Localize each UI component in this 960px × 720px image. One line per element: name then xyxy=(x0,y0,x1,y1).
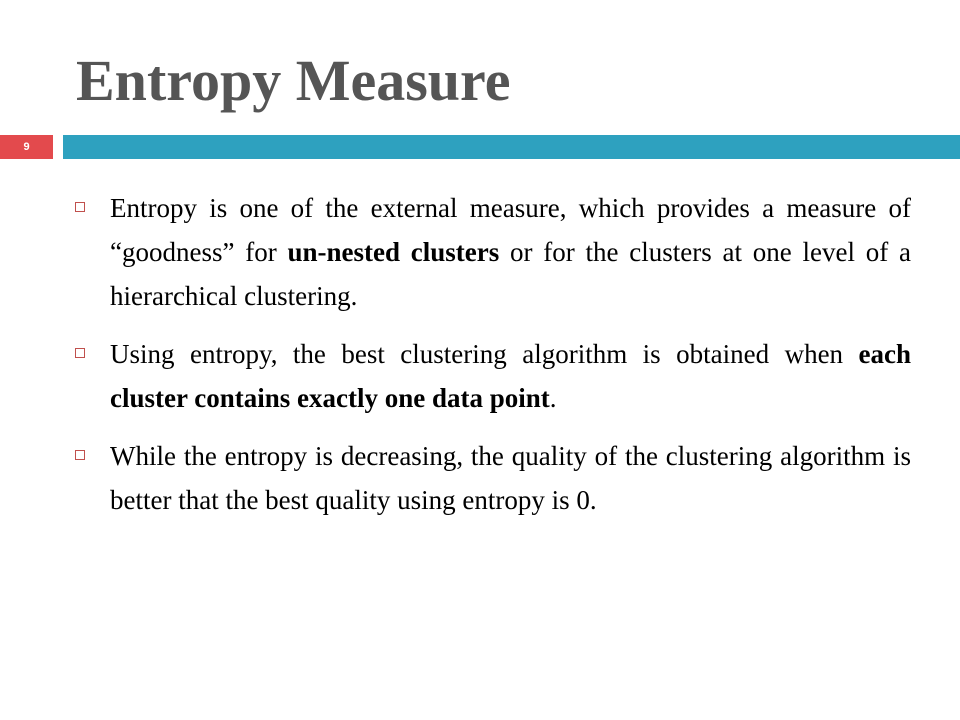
square-bullet-icon xyxy=(75,202,85,212)
slide-number-badge xyxy=(0,135,53,159)
bullet-bold-text: each cluster contains exactly one data point xyxy=(110,339,911,413)
bullet-item-best-clustering xyxy=(73,332,911,420)
bullet-list xyxy=(73,186,911,536)
bullet-text: Entropy is one of the external measure, which provides a measure of “goodness” for xyxy=(110,193,911,267)
square-bullet-icon xyxy=(75,348,85,358)
bullet-text: . xyxy=(549,383,557,413)
bullet-text: or for the clusters at one level of a hierarchical clustering. xyxy=(110,237,911,311)
header-divider-bar xyxy=(63,135,960,159)
bullet-item-entropy-definition xyxy=(73,186,911,318)
slide-title: Entropy Measure xyxy=(76,48,511,113)
bullet-text: Using entropy, the best clustering algorithm is obtained when xyxy=(110,339,859,369)
bullet-text: While the entropy is decreasing, the quality of the clustering algorithm is better that the best quality using entropy is 0. xyxy=(110,441,911,515)
slide-number: 9 xyxy=(23,141,30,153)
bullet-item-decreasing-entropy xyxy=(73,434,911,522)
bullet-bold-text: un-nested clusters xyxy=(287,237,500,267)
square-bullet-icon xyxy=(75,450,85,460)
